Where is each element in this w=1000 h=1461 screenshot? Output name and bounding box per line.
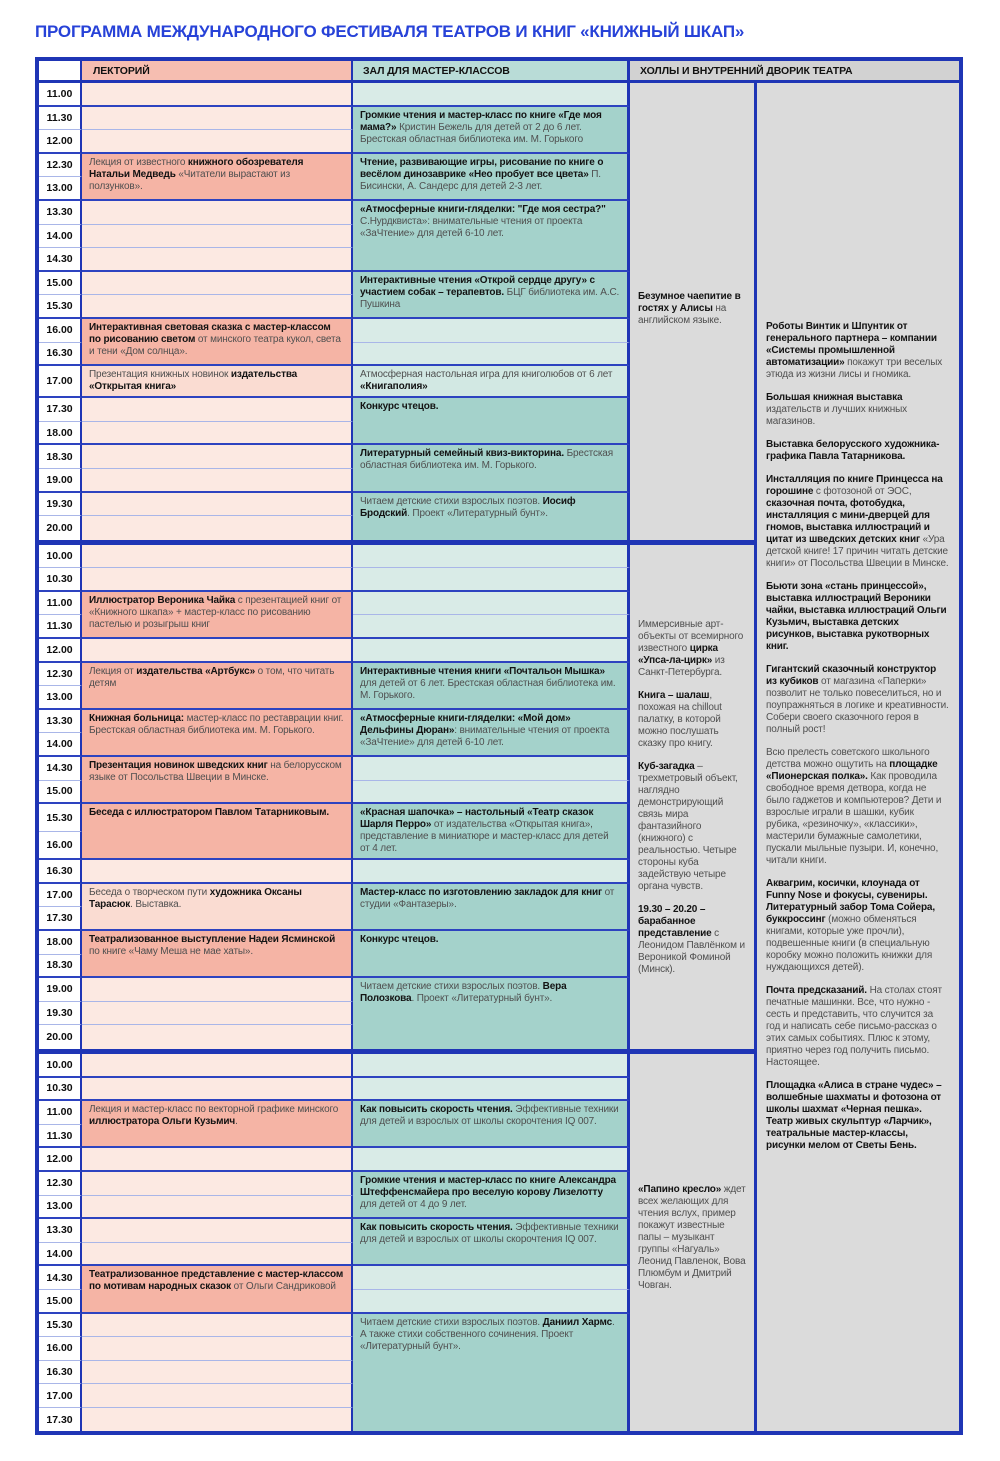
masterclass-event-cell: Как повысить скорость чтения. Эффективные техники для детей и взрослых от школы скорочтения IQ 007. xyxy=(353,1219,630,1266)
time-cell: 13.30 xyxy=(39,710,82,734)
time-cell: 12.30 xyxy=(39,663,82,687)
masterclass-empty-cell xyxy=(353,1078,630,1102)
lectorium-empty-cell xyxy=(82,860,353,884)
masterclass-event-cell: Чтение, развивающие игры, рисование по книге о весёлом динозаврике «Нео пробует все цвета» П. Бисински, А. Сандерс для детей 2-3 лет. xyxy=(353,154,630,201)
lectorium-empty-cell xyxy=(82,201,353,225)
masterclass-event-cell: «Атмосферные книги-гляделки: «Мой дом» Дельфины Дюран»: внимательные чтения от проекта «ЗаЧтение» для детей 6-10 лет. xyxy=(353,710,630,757)
time-cell: 16.00 xyxy=(39,832,82,860)
time-cell: 18.00 xyxy=(39,931,82,955)
lectorium-event-cell: Презентация книжных новинок издательства «Открытая книга» xyxy=(82,366,353,398)
masterclass-empty-cell xyxy=(353,757,630,781)
time-cell: 14.00 xyxy=(39,733,82,757)
lectorium-empty-cell xyxy=(82,398,353,422)
time-cell: 17.30 xyxy=(39,398,82,422)
time-cell: 14.30 xyxy=(39,248,82,272)
masterclass-empty-cell xyxy=(353,1290,630,1314)
time-cell: 16.00 xyxy=(39,319,82,343)
time-cell: 19.30 xyxy=(39,1002,82,1026)
time-cell: 16.30 xyxy=(39,1361,82,1385)
courtyard-paragraph: Инсталляция по книге Принцесса на горошине с фотозоной от ЭОС, сказочная почта, фотобудка, инсталляция с мини-дверцей для гномов, выставка иллюстраций и цитат из шведских детских книг «Ура детской книге! 17 причин читать детские книги» от Посольства Швеции в Минске. xyxy=(766,474,949,569)
time-cell: 11.30 xyxy=(39,107,82,131)
halls-paragraph: Книга – шалаш, похожая на chillout палатку, в которой можно послушать сказку про книгу. xyxy=(638,689,722,749)
masterclass-empty-cell xyxy=(353,1266,630,1290)
lectorium-empty-cell xyxy=(82,272,353,296)
halls-paragraph: Иммерсивные арт-объекты от всемирного известного цирка «Упса-ла-цирк» из Санкт-Петербурга. xyxy=(638,618,744,678)
lectorium-empty-cell xyxy=(82,1243,353,1267)
header-lectorium: ЛЕКТОРИЙ xyxy=(82,61,353,83)
lectorium-empty-cell xyxy=(82,422,353,446)
masterclass-empty-cell xyxy=(353,83,630,107)
time-cell: 19.30 xyxy=(39,493,82,517)
time-cell: 11.30 xyxy=(39,615,82,639)
time-cell: 17.00 xyxy=(39,1384,82,1408)
lectorium-event-cell: Лекция и мастер-класс по векторной графике минского иллюстратора Ольги Кузьмич. xyxy=(82,1101,353,1148)
lectorium-empty-cell xyxy=(82,295,353,319)
time-cell: 15.00 xyxy=(39,1290,82,1314)
time-cell: 17.30 xyxy=(39,907,82,931)
lectorium-empty-cell xyxy=(82,1054,353,1078)
masterclass-event-cell: Читаем детские стихи взрослых поэтов. Иосиф Бродский. Проект «Литературный бунт». xyxy=(353,493,630,540)
lectorium-empty-cell xyxy=(82,1002,353,1026)
masterclass-empty-cell xyxy=(353,343,630,367)
halls-paragraph: «Папино кресло» ждет всех желающих для чтения вслух, пример покажут известные папы – музыкант группы «Нагуаль» Леонид Павленок, Вова Плюмбум и Дмитрий Човган. xyxy=(638,1183,746,1291)
time-cell: 10.00 xyxy=(39,545,82,569)
time-cell: 18.30 xyxy=(39,955,82,979)
masterclass-empty-cell xyxy=(353,545,630,569)
courtyard-paragraph: Гигантский сказочный конструктор из кубиков от магазина «Паперки» позволит не только повеселиться, но и поупражняться в логике и креативности. Собери своего сказочного героя в полный рост! xyxy=(766,664,949,735)
lectorium-event-cell: Книжная больница: мастер-класс по реставрации книг. Брестская областная библиотека им. М. Горького. xyxy=(82,710,353,757)
masterclass-event-cell: Интерактивные чтения книги «Почтальон Мышка» для детей от 6 лет. Брестская областная библиотека им. М. Горького. xyxy=(353,663,630,710)
masterclass-event-cell: «Красная шапочка» – настольный «Театр сказок Шарля Перро» от издательства «Открытая книга», представление в миниатюре и мастер-класс для детей от 4 лет. xyxy=(353,804,630,860)
lectorium-empty-cell xyxy=(82,516,353,540)
time-cell: 12.00 xyxy=(39,130,82,154)
time-cell: 15.30 xyxy=(39,1314,82,1338)
masterclass-event-cell: Мастер-класс по изготовлению закладок для книг от студии «Фантазеры». xyxy=(353,884,630,931)
time-cell: 16.30 xyxy=(39,860,82,884)
time-cell: 12.30 xyxy=(39,154,82,178)
masterclass-event-cell: Литературный семейный квиз-викторина. Брестская областная библиотека им. М. Горького. xyxy=(353,445,630,492)
masterclass-empty-cell xyxy=(353,568,630,592)
lectorium-event-cell: Презентация новинок шведских книг на белорусском языке от Посольства Швеции в Минске. xyxy=(82,757,353,804)
masterclass-event-cell: Читаем детские стихи взрослых поэтов. Вера Полозкова. Проект «Литературный бунт». xyxy=(353,978,630,1049)
time-cell: 13.30 xyxy=(39,201,82,225)
masterclass-empty-cell xyxy=(353,639,630,663)
time-cell: 19.00 xyxy=(39,469,82,493)
time-cell: 14.00 xyxy=(39,225,82,249)
time-cell: 16.00 xyxy=(39,1337,82,1361)
courtyard-paragraph: Большая книжная выставка издательств и лучших книжных магазинов. xyxy=(766,392,908,427)
time-cell: 13.00 xyxy=(39,177,82,201)
time-cell: 17.00 xyxy=(39,884,82,908)
time-cell: 19.00 xyxy=(39,978,82,1002)
lectorium-event-cell: Иллюстратор Вероника Чайка с презентацией книг от «Книжного шкапа» + мастер-класс по рисованию пастелью и розыгрыш книг xyxy=(82,592,353,639)
time-cell: 20.00 xyxy=(39,516,82,540)
masterclass-event-cell: «Атмосферные книги-гляделки: "Где моя сестра?" С.Нурдквиста»: внимательные чтения от проекта «ЗаЧтение» для детей 6-10 лет. xyxy=(353,201,630,272)
lectorium-empty-cell xyxy=(82,1408,353,1432)
masterclass-event-cell: Громкие чтения и мастер-класс по книге «Где моя мама?» Кристин Бежель для детей от 2 до 6 лет. Брестская областная библиотека им. М. Горького xyxy=(353,107,630,154)
page-title: ПРОГРАММА МЕЖДУНАРОДНОГО ФЕСТИВАЛЯ ТЕАТРОВ И КНИГ «КНИЖНЫЙ ШКАП» xyxy=(35,22,745,41)
courtyard-paragraph: Бьюти зона «стань принцессой», выставка иллюстраций Вероники чайки, выставка иллюстраций Ольги Кузьмич, выставка детских рисунков, выставка рукотворных книг. xyxy=(766,581,947,652)
time-cell: 14.30 xyxy=(39,757,82,781)
time-cell: 11.30 xyxy=(39,1125,82,1149)
lectorium-empty-cell xyxy=(82,978,353,1002)
lectorium-empty-cell xyxy=(82,469,353,493)
time-cell: 15.30 xyxy=(39,804,82,832)
lectorium-empty-cell xyxy=(82,1337,353,1361)
lectorium-event-cell: Беседа с иллюстратором Павлом Татарниковым. xyxy=(82,804,353,860)
lectorium-empty-cell xyxy=(82,639,353,663)
lectorium-empty-cell xyxy=(82,568,353,592)
lectorium-empty-cell xyxy=(82,1078,353,1102)
halls-note-cell xyxy=(630,1054,757,1432)
time-cell: 11.00 xyxy=(39,592,82,616)
time-cell: 12.00 xyxy=(39,1148,82,1172)
masterclass-empty-cell xyxy=(353,1148,630,1172)
header-masterclass: ЗАЛ ДЛЯ МАСТЕР-КЛАССОВ xyxy=(353,61,630,83)
time-cell: 13.00 xyxy=(39,686,82,710)
masterclass-empty-cell xyxy=(353,781,630,805)
time-cell: 13.30 xyxy=(39,1219,82,1243)
lectorium-event-cell: Театрализованное выступление Надеи Ясминской по книге «Чаму Меша не мае хаты». xyxy=(82,931,353,978)
courtyard-paragraph: Всю прелесть советского школьного детства можно ощутить на площадке «Пионерская полка». Как проводила свободное время детвора, когда не было гаджетов и компьютеров? Дети и взрослые играли в шашки, кубик рубика, «резиночку», «классики», мастерили бумажные самолетики, пускали мыльные пузыри. И, конечно, читали книги. xyxy=(766,747,942,866)
time-cell: 11.00 xyxy=(39,83,82,107)
time-cell: 17.00 xyxy=(39,366,82,398)
schedule-table xyxy=(35,57,963,1435)
masterclass-empty-cell xyxy=(353,1054,630,1078)
halls-paragraph: Безумное чаепитие в гостях у Алисы на английском языке. xyxy=(638,291,741,326)
time-cell: 10.30 xyxy=(39,1078,82,1102)
lectorium-empty-cell xyxy=(82,1172,353,1196)
lectorium-empty-cell xyxy=(82,248,353,272)
time-cell: 12.30 xyxy=(39,1172,82,1196)
lectorium-empty-cell xyxy=(82,225,353,249)
courtyard-paragraph: Аквагрим, косички, клоунада от Funny Nose и фокусы, сувениры. Литературный забор Тома Сойера, буккроссинг (можно обменяться книгами, которые уже прочли), подвешенные книги (в специальную коробку можно положить книжки для нуждающихся детей). xyxy=(766,878,935,973)
lectorium-empty-cell xyxy=(82,545,353,569)
masterclass-event-cell: Читаем детские стихи взрослых поэтов. Даниил Хармс. А также стихи собственного сочинения. Проект «Литературный бунт». xyxy=(353,1314,630,1432)
masterclass-event-cell: Конкурс чтецов. xyxy=(353,398,630,445)
time-cell: 15.30 xyxy=(39,295,82,319)
time-cell: 18.00 xyxy=(39,422,82,446)
masterclass-event-cell: Как повысить скорость чтения. Эффективные техники для детей и взрослых от школы скорочтения IQ 007. xyxy=(353,1101,630,1148)
masterclass-empty-cell xyxy=(353,319,630,343)
courtyard-paragraph: Выставка белорусского художника-графика Павла Татарникова. xyxy=(766,439,940,462)
lectorium-empty-cell xyxy=(82,83,353,107)
courtyard-paragraph: Роботы Винтик и Шпунтик от генерального партнера – компании «Системы промышленной автоматизации» покажут три веселых этюда из жизни лисы и гномика. xyxy=(766,321,943,380)
lectorium-event-cell: Беседа о творческом пути художника Оксаны Тарасюк. Выставка. xyxy=(82,884,353,931)
lectorium-empty-cell xyxy=(82,1361,353,1385)
halls-note-cell xyxy=(630,83,757,540)
masterclass-empty-cell xyxy=(353,592,630,616)
time-cell: 15.00 xyxy=(39,272,82,296)
masterclass-event-cell: Интерактивные чтения «Открой сердце другу» с участием собак – терапевтов. БЦГ библиотека им. А.С. Пушкина xyxy=(353,272,630,319)
masterclass-empty-cell xyxy=(353,860,630,884)
time-cell: 16.30 xyxy=(39,343,82,367)
lectorium-empty-cell xyxy=(82,493,353,517)
lectorium-event-cell: Интерактивная световая сказка с мастер-классом по рисованию светом от минского театра кукол, света и тени «Дом солнца». xyxy=(82,319,353,366)
masterclass-empty-cell xyxy=(353,615,630,639)
lectorium-empty-cell xyxy=(82,1384,353,1408)
time-cell: 10.30 xyxy=(39,568,82,592)
lectorium-empty-cell xyxy=(82,130,353,154)
halls-paragraph: Куб-загадка – трехметровый объект, наглядно демонстрирующий связь мира фантазийного (книжного) с реальностью. Четыре стороны куба задействую четыре органа чувств. xyxy=(638,760,738,892)
time-cell: 17.30 xyxy=(39,1408,82,1432)
time-cell: 13.00 xyxy=(39,1196,82,1220)
lectorium-event-cell: Лекция от издательства «Артбукс» о том, что читать детям xyxy=(82,663,353,710)
lectorium-empty-cell xyxy=(82,1219,353,1243)
time-cell: 10.00 xyxy=(39,1054,82,1078)
time-cell: 14.00 xyxy=(39,1243,82,1267)
halls-note-cell xyxy=(630,545,757,1049)
masterclass-event-cell: Громкие чтения и мастер-класс по книге Александра Штеффенсмайера про веселую корову Лизелотту для детей от 4 до 9 лет. xyxy=(353,1172,630,1219)
header-time-cell xyxy=(39,61,82,83)
lectorium-empty-cell xyxy=(82,1314,353,1338)
header-halls: ХОЛЛЫ И ВНУТРЕННИЙ ДВОРИК ТЕАТРА xyxy=(630,61,959,83)
time-cell: 15.00 xyxy=(39,781,82,805)
courtyard-paragraph: Почта предсказаний. На столах стоят печатные машинки. Все, что нужно - сесть и представить, что случится за год и написать себе письмо-рассказ о этих самых событиях. Плюс к этому, приятно через год получить письмо. Настоящее. xyxy=(766,985,942,1068)
time-cell: 14.30 xyxy=(39,1266,82,1290)
time-cell: 18.30 xyxy=(39,445,82,469)
masterclass-event-cell: Атмосферная настольная игра для книголюбов от 6 лет «Книгаполия» xyxy=(353,366,630,398)
lectorium-empty-cell xyxy=(82,1025,353,1049)
masterclass-event-cell: Конкурс чтецов. xyxy=(353,931,630,978)
time-cell: 11.00 xyxy=(39,1101,82,1125)
courtyard-paragraph: Площадка «Алиса в стране чудес» – волшебные шахматы и фотозона от школы шахмат «Черная пешка». Театр живых скульптур «Ларчик», театральные мастер-классы, рисунки мелом от Светы Бень. xyxy=(766,1080,942,1151)
time-cell: 20.00 xyxy=(39,1025,82,1049)
lectorium-empty-cell xyxy=(82,1148,353,1172)
lectorium-empty-cell xyxy=(82,445,353,469)
lectorium-event-cell: Театрализованное представление с мастер-классом по мотивам народных сказок от Ольги Сандриковой xyxy=(82,1266,353,1313)
time-cell: 12.00 xyxy=(39,639,82,663)
halls-paragraph: 19.30 – 20.20 – барабанное представление с Леонидом Павлёнком и Вероникой Фоминой (Минск). xyxy=(638,903,745,975)
lectorium-empty-cell xyxy=(82,107,353,131)
courtyard-note-cell xyxy=(757,83,959,1431)
lectorium-empty-cell xyxy=(82,1196,353,1220)
lectorium-event-cell: Лекция от известного книжного обозревателя Натальи Медведь «Читатели вырастают из ползунков». xyxy=(82,154,353,201)
